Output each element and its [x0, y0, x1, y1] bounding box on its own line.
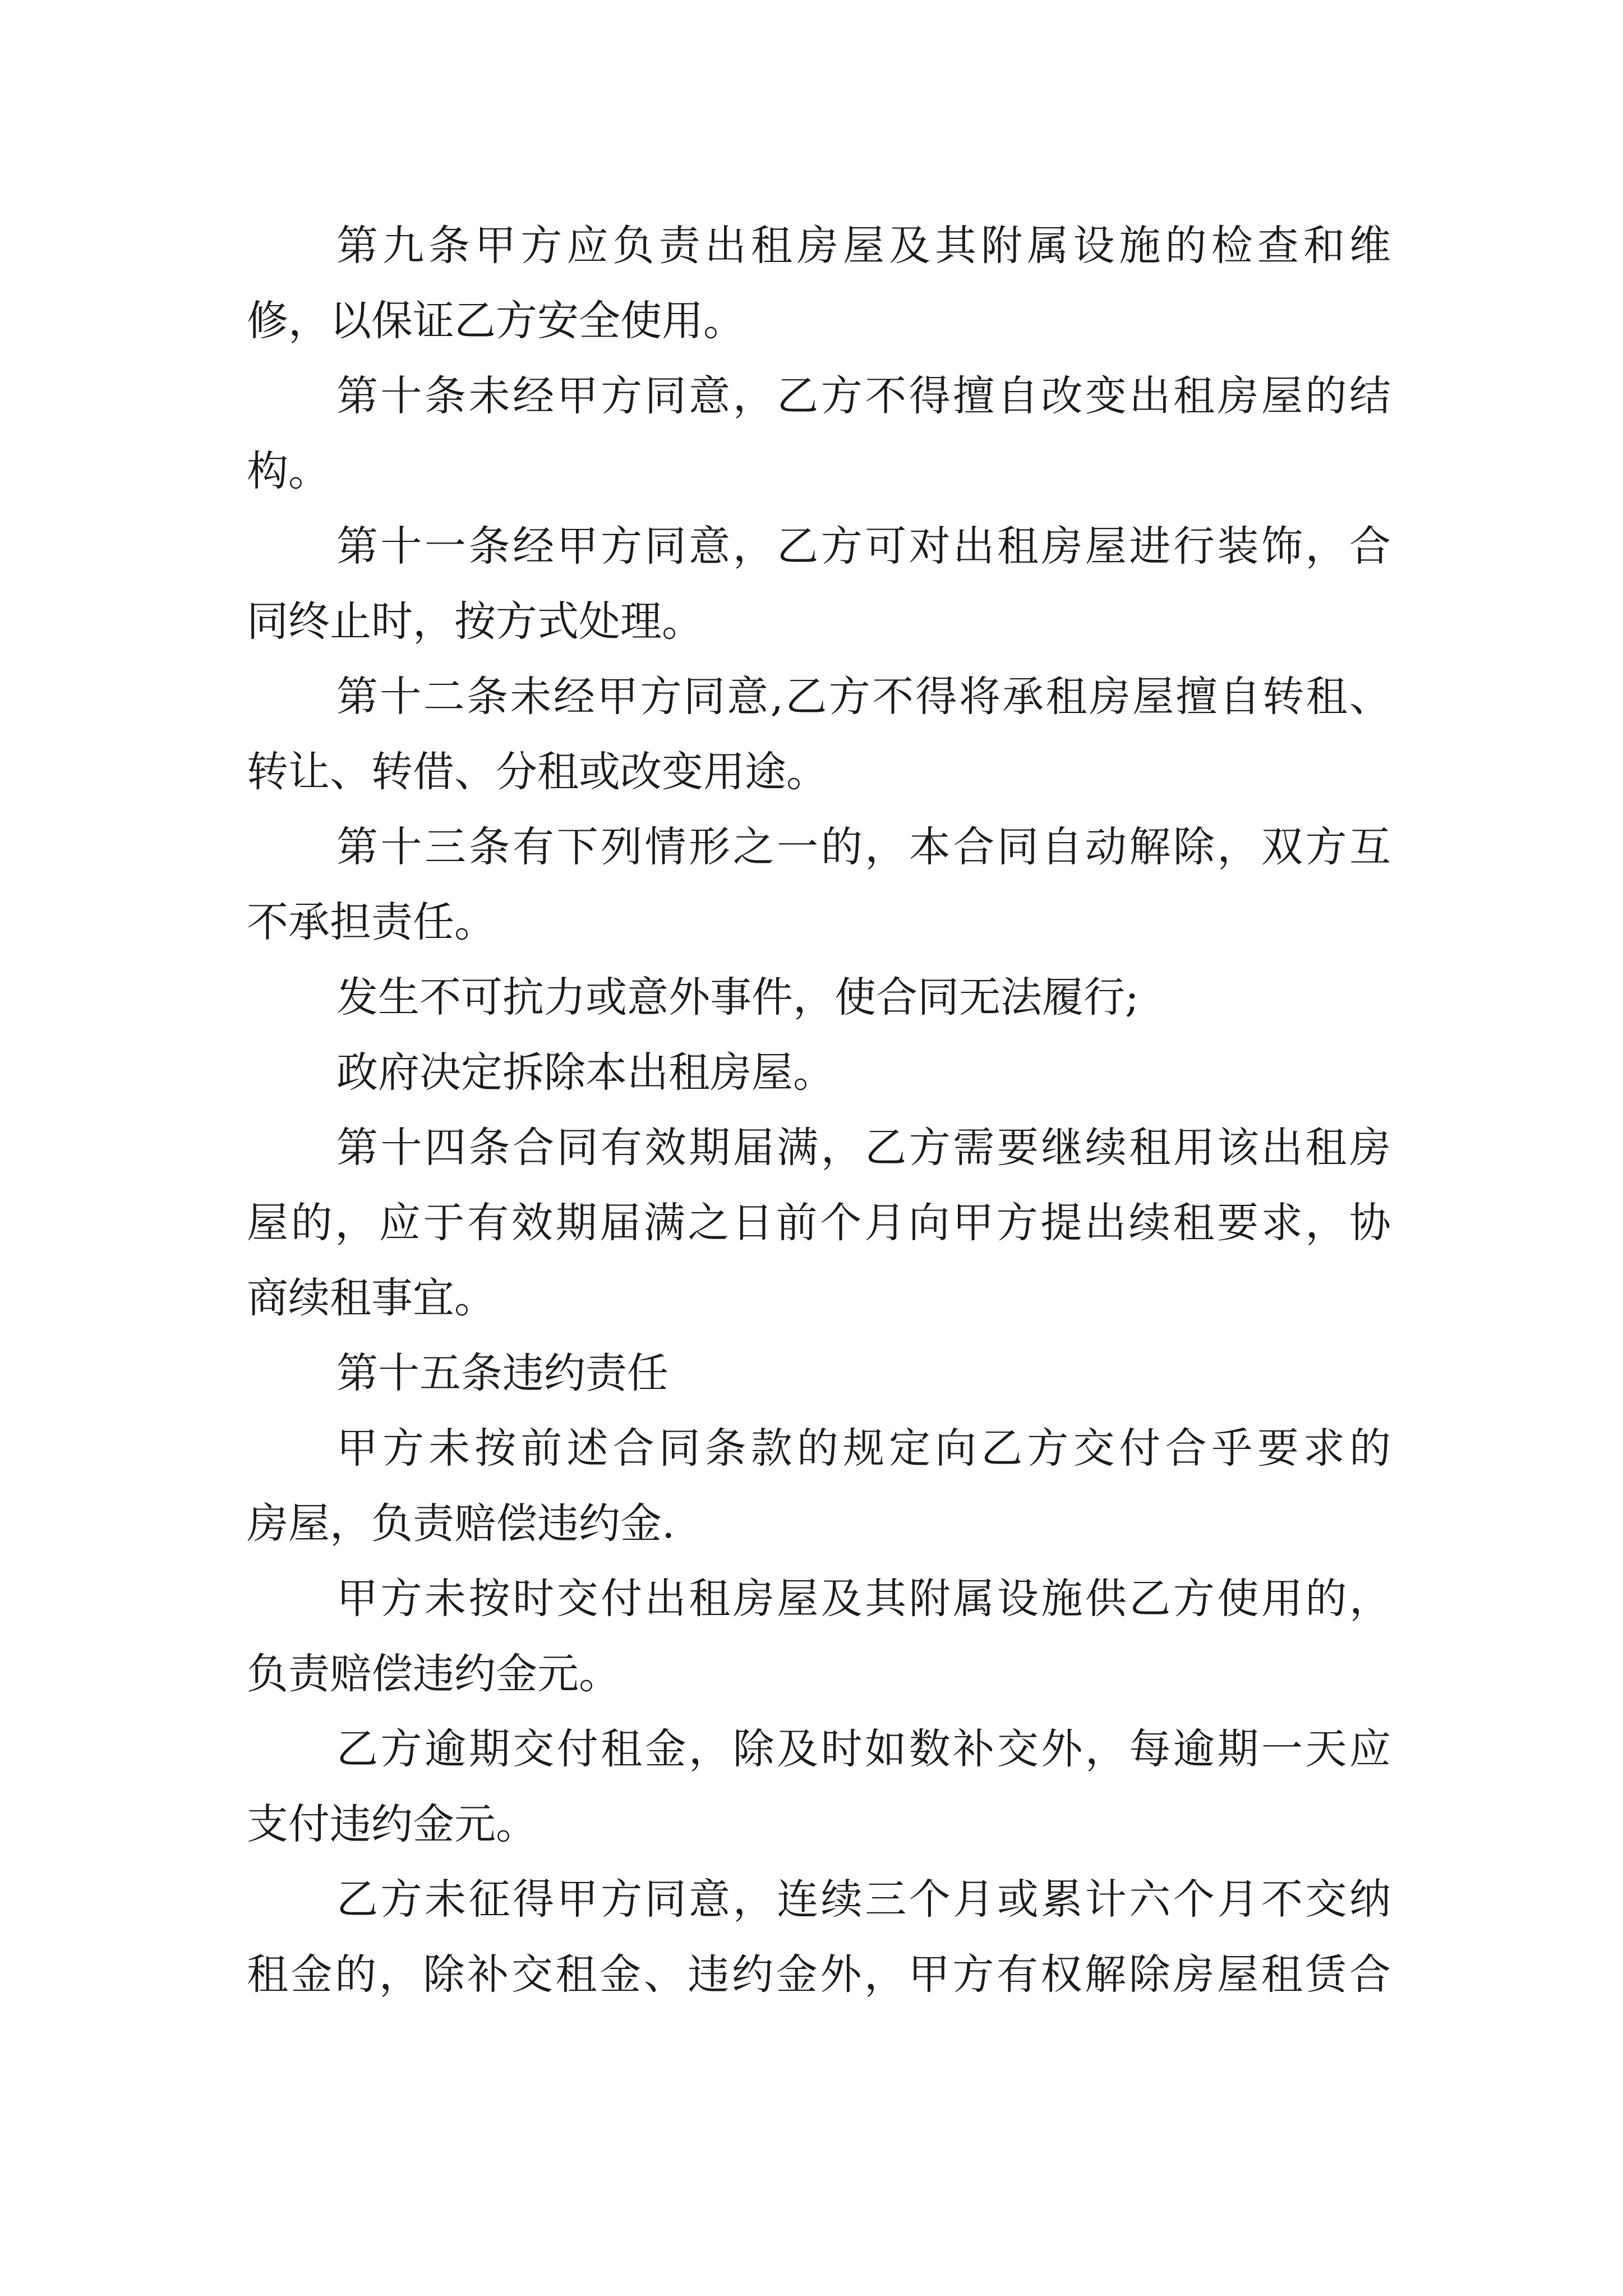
text-line: 政府决定拆除本出租房屋。	[336, 1048, 834, 1097]
text-line: 发生不可抗力或意外事件，使合同无法履行;	[336, 973, 1139, 1022]
text-line: 甲方未按时交付出租房屋及其附属设施供乙方使用的，	[336, 1575, 1391, 1623]
text-line: 第十五条违约责任	[336, 1349, 668, 1397]
text-line: 支付违约金元。	[247, 1800, 537, 1848]
text-line: 房屋，负责赔偿违约金.	[247, 1499, 675, 1548]
text-line: 第十二条未经甲方同意,乙方不得将承租房屋擅自转租、	[336, 673, 1391, 721]
text-line: 乙方逾期交付租金，除及时如数补交外，每逾期一天应	[336, 1725, 1391, 1773]
text-line: 修，以保证乙方安全使用。	[247, 297, 745, 345]
text-line: 租金的，除补交租金、违约金外，甲方有权解除房屋租赁合	[247, 1950, 1391, 1999]
text-line: 负责赔偿违约金元。	[247, 1650, 620, 1698]
text-line: 转让、转借、分租或改变用途。	[247, 748, 828, 796]
text-line: 同终止时，按方式处理。	[247, 597, 703, 646]
text-line: 乙方未征得甲方同意，连续三个月或累计六个月不交纳	[336, 1875, 1391, 1924]
text-line: 屋的，应于有效期届满之日前个月向甲方提出续租要求，协	[247, 1199, 1391, 1247]
text-line: 第十条未经甲方同意，乙方不得擅自改变出租房屋的结	[336, 372, 1391, 420]
text-line: 第十四条合同有效期届满，乙方需要继续租用该出租房	[336, 1124, 1391, 1172]
text-line: 不承担责任。	[247, 898, 496, 946]
text-line: 第十一条经甲方同意，乙方可对出租房屋进行装饰，合	[336, 522, 1391, 570]
text-line: 构。	[247, 447, 330, 495]
text-line: 第九条甲方应负责出租房屋及其附属设施的检查和维	[336, 222, 1391, 270]
text-line: 商续租事宜。	[247, 1274, 496, 1322]
text-line: 第十三条有下列情形之一的，本合同自动解除，双方互	[336, 823, 1391, 871]
text-line: 甲方未按前述合同条款的规定向乙方交付合乎要求的	[336, 1424, 1391, 1473]
